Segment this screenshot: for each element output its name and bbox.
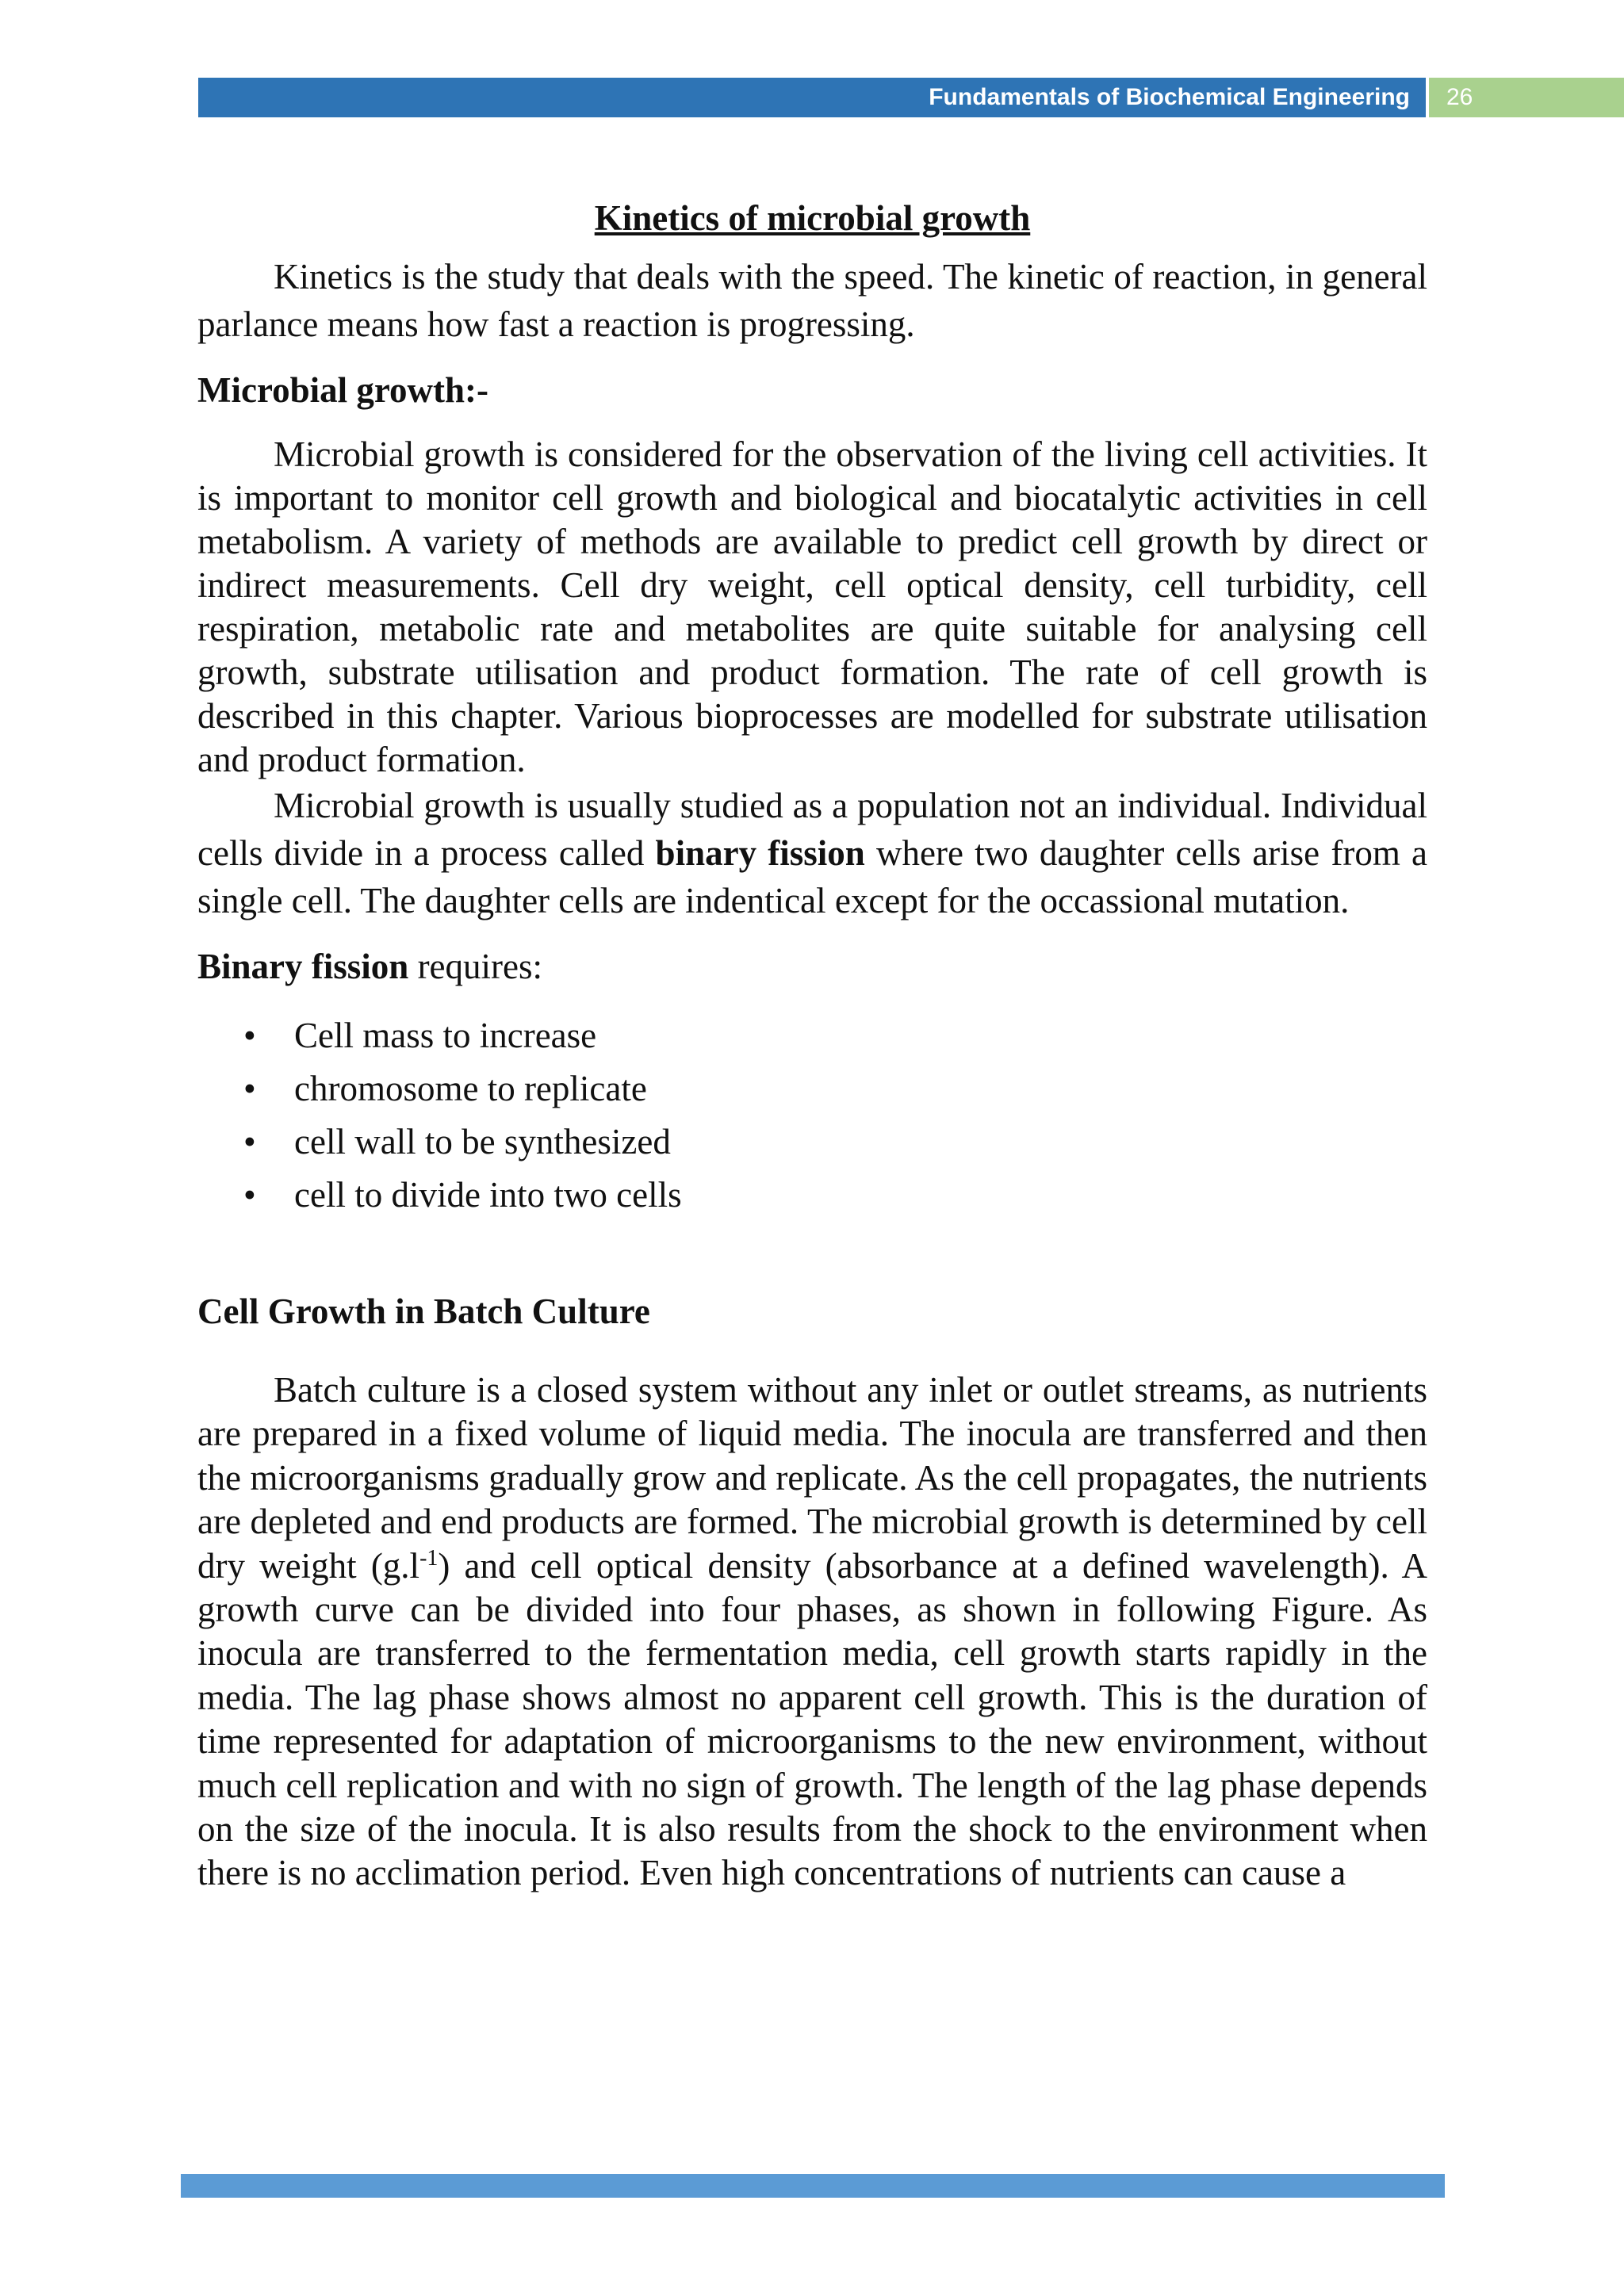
- batch-culture-paragraph: [197, 1368, 1427, 1896]
- list-item-text: Cell mass to increase: [294, 1016, 597, 1055]
- unit-superscript: -1: [419, 1545, 439, 1571]
- bullet-icon: •: [243, 1122, 256, 1161]
- section-title: Kinetics of microbial growth: [594, 198, 1031, 238]
- list-item: [197, 1169, 1427, 1222]
- footer-bar: [181, 2174, 1445, 2198]
- page-number: 26: [1446, 84, 1473, 110]
- binary-fission-term: binary fission: [655, 833, 865, 873]
- intro-paragraph: Kinetics is the study that deals with the speed. The kinetic of reaction, in general parlance means how fast a reaction is progressing.: [197, 257, 1427, 344]
- page-number-tab: [1429, 78, 1624, 117]
- paragraph-text: Microbial growth is usually studied as a population not an individual. Individual cells divide in a process called: [197, 786, 1427, 873]
- bullet-icon: •: [243, 1016, 256, 1055]
- requirements-list: [197, 1009, 1427, 1222]
- list-item: [197, 1062, 1427, 1115]
- binary-fission-label: Binary fission: [197, 947, 409, 986]
- list-item: [197, 1115, 1427, 1169]
- paragraph-text: Batch culture is a closed system without any inlet or outlet streams, as nutrients are prepared in a fixed volume of liquid media. The inocula are transferred and then the microorganisms gradually grow and replicate. As the cell propagates, the nutrients are depleted and end products are formed. The microbial growth is determined by cell dry weight (g.l: [197, 1370, 1427, 1586]
- binary-fission-requires: [197, 945, 1427, 989]
- paragraph-text: where two daughter cells arise from a single cell. The daughter cells are indentical except for the occassional mutation.: [197, 833, 1427, 920]
- batch-culture-heading: Cell Growth in Batch Culture: [197, 1292, 650, 1331]
- paragraph-text: ) and cell optical density (absorbance at a defined wavelength). A growth curve can be divided into four phases, as shown in following Figure. As inocula are transferred to the fermentation media, cell growth starts rapidly in the media. The lag phase shows almost no apparent cell growth. This is the duration of time represented for adaptation of microorganisms to the new environment, without much cell replication and with no sign of growth. The length of the lag phase depends on the size of the inocula. It is also results from the shock to the environment when there is no acclimation period. Even high concentrations of nutrients can cause a: [197, 1545, 1427, 1893]
- header-bar: [198, 78, 1426, 117]
- running-header-title: Fundamentals of Biochemical Engineering: [929, 84, 1410, 110]
- list-item: [197, 1009, 1427, 1062]
- microbial-growth-heading: Microbial growth:-: [197, 370, 489, 410]
- microbial-growth-paragraph: Microbial growth is considered for the observation of the living cell activities. It is important to monitor cell growth and biological and biocatalytic activities in cell metabolism. A variety of methods are available to predict cell growth by direct or indirect measurements. Cell dry weight, cell optical density, cell turbidity, cell respiration, metabolic rate and metabolites are quite suitable for analysing cell growth, substrate utilisation and product formation. The rate of cell growth is described in this chapter. Various bioprocesses are modelled for substrate utilisation and product formation.: [197, 434, 1427, 779]
- list-item-text: chromosome to replicate: [294, 1069, 647, 1108]
- list-item-text: cell wall to be synthesized: [294, 1122, 671, 1161]
- bullet-icon: •: [243, 1069, 256, 1108]
- page-content: [197, 190, 1427, 1896]
- list-item-text: cell to divide into two cells: [294, 1175, 682, 1215]
- binary-fission-paragraph: [197, 782, 1427, 924]
- bullet-icon: •: [243, 1175, 256, 1215]
- requires-text: requires:: [417, 947, 542, 986]
